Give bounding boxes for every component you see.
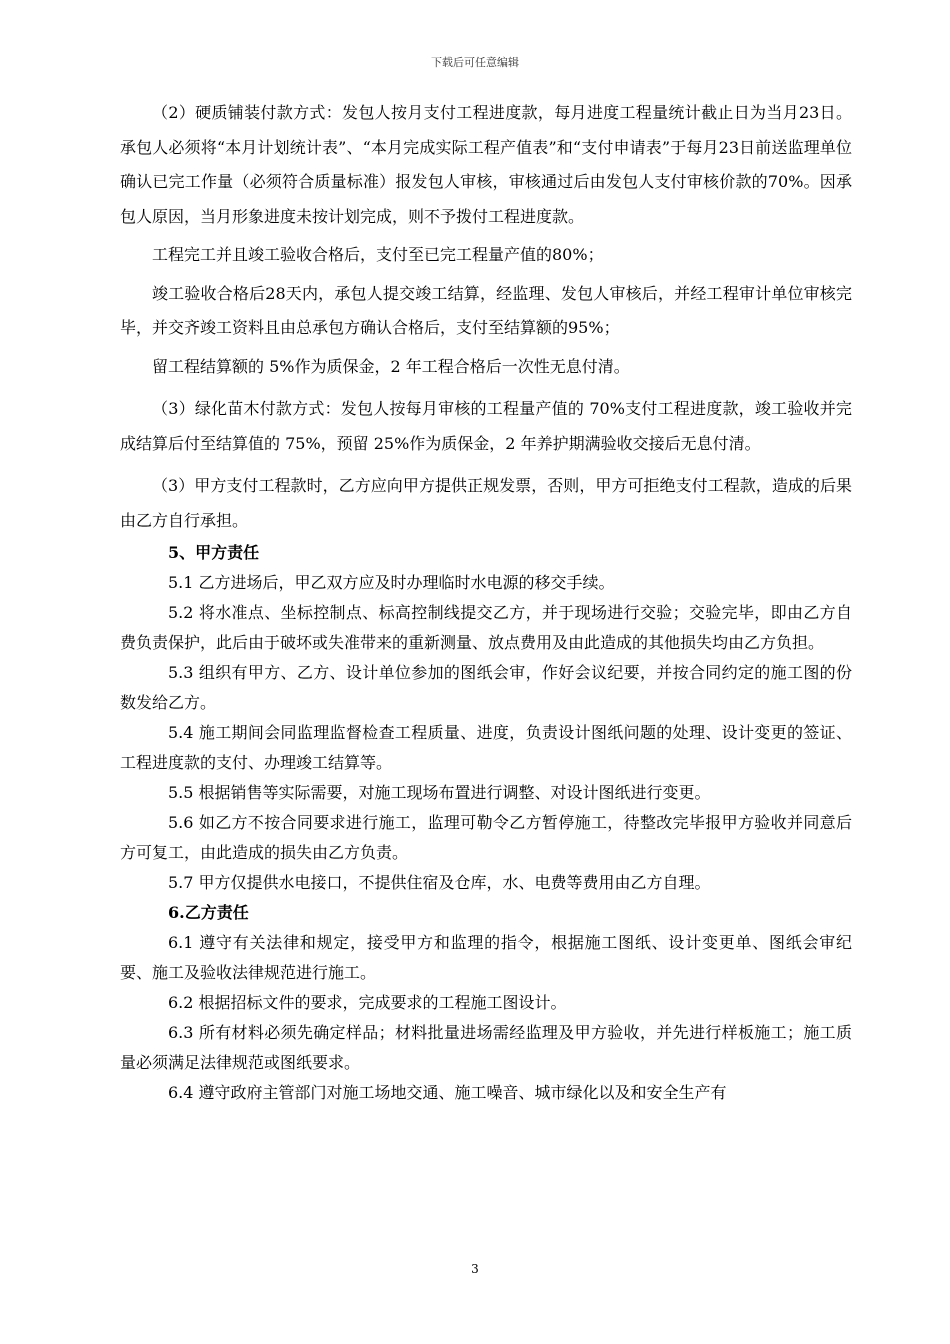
page-number: 3 xyxy=(471,1262,479,1276)
paragraph-quality-deposit: 留工程结算额的 5%作为质保金，2 年工程合格后一次性无息付清。 xyxy=(152,356,630,376)
clause-6-4: 6.4 遵守政府主管部门对施工场地交通、施工噪音、城市绿化以及和安全生产有 xyxy=(168,1083,727,1102)
paragraph-invoice-requirement: （3）甲方支付工程款时，乙方应向甲方提供正规发票，否则，甲方可拒绝支付工程款，造成的后果由乙方自行承担。 xyxy=(120,476,852,530)
section-heading-party-a: 5、甲方责任 xyxy=(168,543,260,562)
clause-5-6: 5.6 如乙方不按合同要求进行施工，监理可勒令乙方暂停施工，待整改完毕报甲方验收并同意后方可复工，由此造成的损失由乙方负责。 xyxy=(120,813,852,862)
paragraph-hard-paving-payment: （2）硬质铺装付款方式：发包人按月支付工程进度款，每月进度工程量统计截止日为当月23日。承包人必须将“本月计划统计表”、“本月完成实际工程产值表”和“支付申请表”于每月23日前送监理单位确认已完工作量（必须符合质量标准）报发包人审核，审核通过后由发包人支付审核价款的70%。因承包人原因，当月形象进度未按计划完成，则不予拨付工程进度款。 xyxy=(120,103,852,226)
clause-5-1: 5.1 乙方进场后，甲乙双方应及时办理临时水电源的移交手续。 xyxy=(168,573,615,592)
page-header: 下载后可任意编辑 xyxy=(431,56,519,69)
clause-5-4: 5.4 施工期间会同监理监督检查工程质量、进度，负责设计图纸问题的处理、设计变更的签证、工程进度款的支付、办理竣工结算等。 xyxy=(120,723,852,772)
paragraph-settlement-payment: 竣工验收合格后28天内，承包人提交竣工结算，经监理、发包人审核后，并经工程审计单位审核完毕，并交齐竣工资料且由总承包方确认合格后，支付至结算额的95%； xyxy=(120,283,852,337)
clause-6-1: 6.1 遵守有关法律和规定，接受甲方和监理的指令，根据施工图纸、设计变更单、图纸会审纪要、施工及验收法律规范进行施工。 xyxy=(120,933,852,982)
document-body xyxy=(120,96,852,1108)
paragraph-completion-payment: 工程完工并且竣工验收合格后，支付至已完工程量产值的80%； xyxy=(152,245,604,264)
clause-5-7: 5.7 甲方仅提供水电接口，不提供住宿及仓库，水、电费等费用由乙方自理。 xyxy=(168,873,711,892)
clause-5-3: 5.3 组织有甲方、乙方、设计单位参加的图纸会审，作好会议纪要，并按合同约定的施工图的份数发给乙方。 xyxy=(120,663,852,712)
clause-6-3: 6.3 所有材料必须先确定样品；材料批量进场需经监理及甲方验收，并先进行样板施工；施工质量必须满足法律规范或图纸要求。 xyxy=(120,1023,852,1072)
section-heading-party-b: 6.乙方责任 xyxy=(168,903,249,922)
clause-5-5: 5.5 根据销售等实际需要，对施工现场布置进行调整、对设计图纸进行变更。 xyxy=(168,783,711,802)
clause-6-2: 6.2 根据招标文件的要求，完成要求的工程施工图设计。 xyxy=(168,993,567,1012)
clause-5-2: 5.2 将水准点、坐标控制点、标高控制线提交乙方，并于现场进行交验；交验完毕，即由乙方自费负责保护，此后由于破坏或失准带来的重新测量、放点费用及由此造成的其他损失均由乙方负担。 xyxy=(120,603,852,652)
paragraph-greening-payment: （3）绿化苗木付款方式：发包人按每月审核的工程量产值的 70%支付工程进度款，竣工验收并完成结算后付至结算值的 75%，预留 25%作为质保金，2 年养护期满验收交接后无息付清。 xyxy=(120,399,852,453)
